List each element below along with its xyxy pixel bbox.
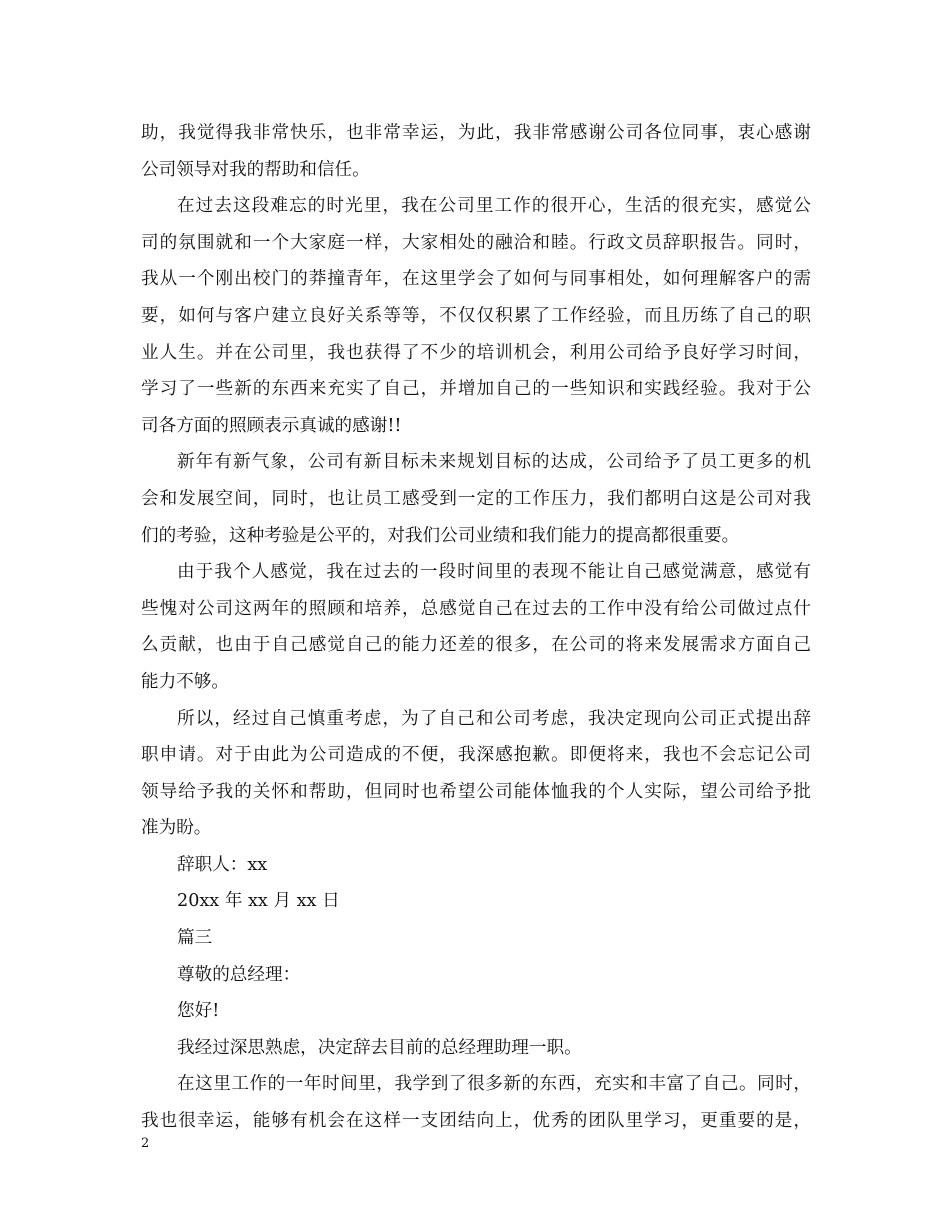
- text-line: 们的考验，这种考验是公平的，对我们公司业绩和我们能力的提高都很重要。: [141, 525, 740, 546]
- text-line: 公司领导对我的帮助和信任。: [141, 159, 370, 180]
- text-line: 司各方面的照顾表示真诚的感谢!!: [141, 415, 402, 436]
- text-line: 我经过深思熟虑，决定辞去目前的总经理助理一职。: [177, 1037, 582, 1058]
- document-body: [141, 115, 811, 1140]
- text-line: 在过去这段难忘的时光里，我在公司里工作的很开心，生活的很充实，感觉公: [177, 196, 811, 217]
- text-line: 所以，经过自己慎重考虑，为了自己和公司考虑，我决定现向公司正式提出辞: [177, 708, 811, 729]
- text-line: 新年有新气象，公司有新目标未来规划目标的达成，公司给予了员工更多的机: [177, 452, 811, 473]
- text-line: 要，如何与客户建立良好关系等等，不仅仅积累了工作经验，而且历练了自己的职: [141, 305, 811, 326]
- text-line: 么贡献，也由于自己感觉自己的能力还差的很多，在公司的将来发展需求方面自己: [141, 635, 811, 656]
- text-line: 职申请。对于由此为公司造成的不便，我深感抱歉。即便将来，我也不会忘记公司: [141, 745, 811, 766]
- text-line: 篇三: [177, 928, 213, 949]
- text-line: 准为盼。: [141, 818, 212, 839]
- text-line: 我从一个刚出校门的莽撞青年，在这里学会了如何与同事相处，如何理解客户的需: [141, 269, 811, 290]
- text-line: 司的氛围就和一个大家庭一样，大家相处的融洽和睦。行政文员辞职报告。同时，: [141, 232, 811, 253]
- text-line: 助，我觉得我非常快乐，也非常幸运，为此，我非常感谢公司各位同事，衷心感谢: [141, 123, 811, 143]
- text-line: 辞职人：xx: [177, 854, 268, 875]
- text-line: 领导给予我的关怀和帮助，但同时也希望公司能体恤我的个人实际，望公司给予批: [141, 781, 811, 802]
- text-line: 您好!: [177, 1001, 220, 1022]
- text-line: 在这里工作的一年时间里，我学到了很多新的东西，充实和丰富了自己。同时，: [177, 1074, 811, 1095]
- text-line: 由于我个人感觉，我在过去的一段时间里的表现不能让自己感觉满意，感觉有: [177, 562, 811, 583]
- page-number: 2: [141, 1136, 150, 1151]
- text-line: 业人生。并在公司里，我也获得了不少的培训机会，利用公司给予良好学习时间，: [141, 342, 811, 363]
- text-line: 会和发展空间，同时，也让员工感受到一定的工作压力，我们都明白这是公司对我: [141, 488, 811, 509]
- text-line: 学习了一些新的东西来充实了自己，并增加自己的一些知识和实践经验。我对于公: [141, 379, 811, 400]
- text-line: 我也很幸运，能够有机会在这样一支团结向上，优秀的团队里学习，更重要的是，: [141, 1111, 811, 1132]
- text-line: 能力不够。: [141, 671, 229, 692]
- text-line: 些愧对公司这两年的照顾和培养，总感觉自己在过去的工作中没有给公司做过点什: [141, 598, 811, 619]
- text-line: 尊敬的总经理：: [177, 964, 301, 985]
- text-line: 20xx 年 xx 月 xx 日: [177, 891, 340, 912]
